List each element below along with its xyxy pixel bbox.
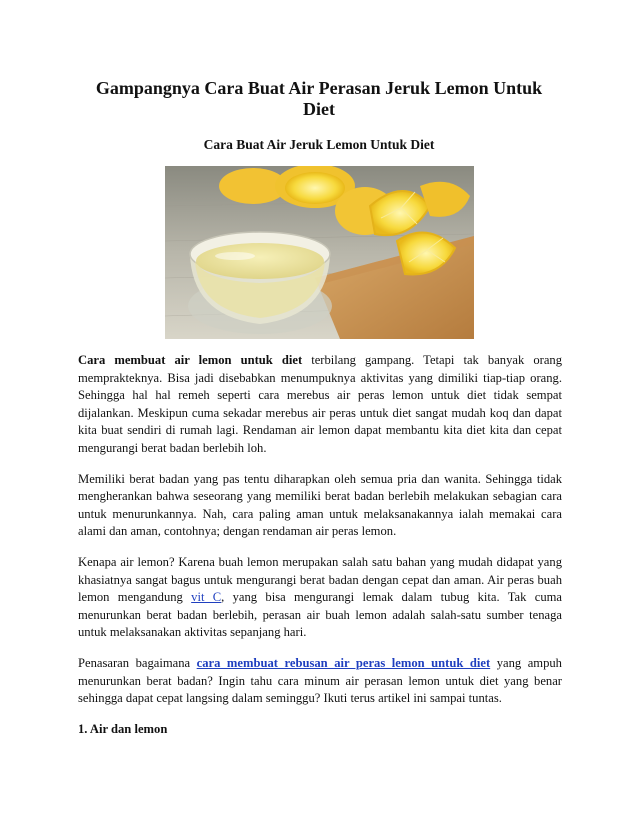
paragraph-body-weight: Memiliki berat badan yang pas tentu diharapkan oleh semua pria dan wanita. Sehingga tidak mengherankan bahwa seseorang yang memiliki berat badan berlebih melakukan sebagian cara untuk menurunkannya. Nah, cara paling aman untuk melaksanakannya ialah memakai cara alami dan aman, contohnya; dengan rendaman air peras lemon. — [78, 471, 562, 539]
curious-text-b: yang ampuh menurunkan berat badan? Ingin tahu cara minum air perasan lemon untuk diet yang benar sehingga dapat cepat langsing dalam seminggu? Ikuti terus artikel ini sampai tuntas. — [78, 655, 562, 706]
intro-text: terbilang gampang. Tetapi tak banyak orang memprakteknya. Bisa jadi disebabkan menumpuknya aktivitas yang dimiliki tiap-tiap orang. Sehingga hal hal remeh seperti cara merebus air peras lemon untuk diet tidak sempat dijalankan. Meskipun cuma sekadar merebus air peras untuk diet sangat mudah koq dan dapat kita buat sendiri di rumah lagi. Rendaman air lemon dapat membantu kita diet kita dan cepat mengurangi berat badan berlebih loh. — [78, 353, 563, 455]
vit-c-link[interactable]: vit C — [191, 590, 222, 605]
page-title: Gampangnya Cara Buat Air Perasan Jeruk Lemon Untuk Diet — [95, 78, 543, 119]
page-subtitle: Cara Buat Air Jeruk Lemon Untuk Diet — [203, 137, 435, 152]
lemon-juice-photo-icon — [165, 166, 474, 339]
rebusan-lemon-link[interactable]: cara membuat rebusan air peras lemon untuk diet — [196, 655, 491, 670]
paragraph-why-lemon — [78, 554, 562, 642]
why-lemon-text-a: Kenapa air lemon? Karena buah lemon merupakan salah satu bahan yang mudah didapat yang khasiatnya sangat bagus untuk mengurangi berat badan dengan cepat dan aman. Air peras buah lemon mengandung — [78, 554, 562, 605]
curious-text-a: Penasaran bagaimana — [78, 655, 197, 670]
paragraph-intro — [78, 352, 562, 458]
section-heading-air-dan-lemon: 1. Air dan lemon — [78, 721, 168, 736]
article-body — [78, 352, 562, 751]
why-lemon-text-b: , yang bisa mengurangi lemak dalam tubug kita. Tak cuma menurunkan berat badan berlebih, perasan air buah lemon adalah salah-satu sumber tenaga untuk melaksanakan aktivitas sepanjang hari. — [78, 590, 562, 640]
paragraph-curious — [78, 655, 562, 708]
intro-bold-phrase: Cara membuat air lemon untuk diet — [78, 353, 303, 367]
